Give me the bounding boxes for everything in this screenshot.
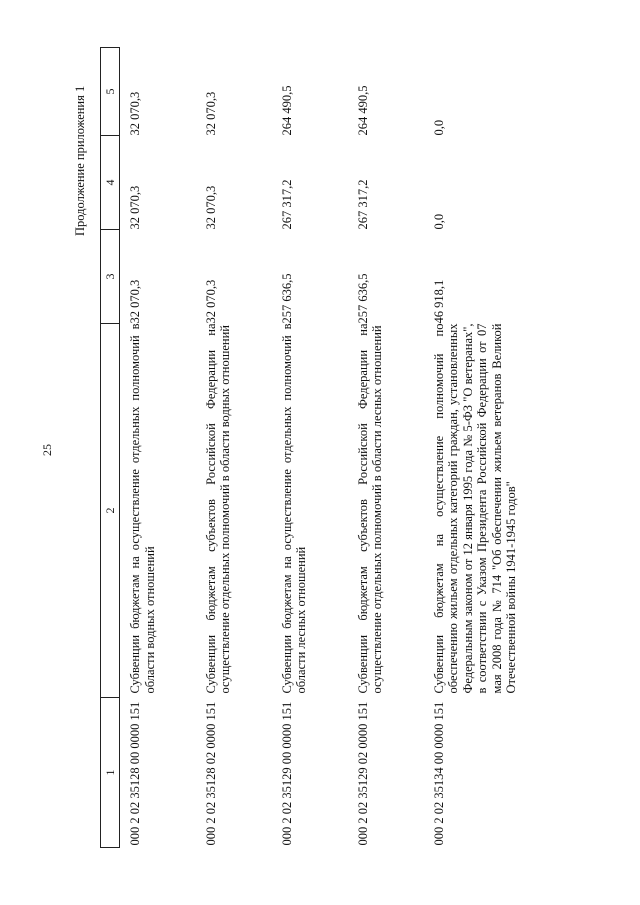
table-row — [272, 48, 348, 848]
row-code: 000 2 02 35129 02 0000 151 — [355, 701, 370, 846]
page-number: 25 — [40, 444, 54, 456]
row-code: 000 2 02 35128 00 0000 151 — [128, 701, 142, 846]
row-value-4: 32 070,3 — [203, 185, 218, 230]
continuation-label: Продолжение приложения 1 — [73, 85, 87, 236]
row-value-3: 257 636,5 — [279, 273, 294, 324]
row-value-4: 32 070,3 — [128, 185, 142, 230]
row-value-5: 0,0 — [431, 119, 446, 136]
row-value-4: 0,0 — [431, 213, 446, 230]
row-description: Субвенции бюджетам на осуществление полномочий по обеспечению жильем отдельных категорий граждан, установленных Федеральным законом от 12 января 1995 года № 5-ФЗ "О ветеранах", в соответствии с Указом Президента Российской Федерации от 07 мая 2008 года № 714 "Об обеспечении жильем ветеранов Великой Отечественной войны 1941-1945 годов" — [431, 323, 519, 694]
row-code: 000 2 02 35129 00 0000 151 — [279, 701, 294, 846]
table-row — [196, 48, 272, 848]
row-value-3: 32 070,3 — [203, 279, 218, 324]
table-body — [120, 48, 552, 848]
row-description: Субвенции бюджетам субъектов Российской Федерации на осуществление отдельных полномочий в области водных отношений — [203, 323, 233, 694]
row-code: 000 2 02 35134 00 0000 151 — [431, 701, 446, 846]
row-code: 000 2 02 35128 02 0000 151 — [203, 701, 218, 846]
row-value-3: 32 070,3 — [128, 279, 142, 324]
column-header-5: 5 — [101, 48, 120, 136]
rotated-table-wrapper — [100, 48, 560, 848]
table-row — [424, 48, 552, 848]
column-header-2: 2 — [101, 324, 120, 698]
row-value-5: 264 490,5 — [355, 85, 370, 136]
row-value-5: 264 490,5 — [279, 85, 294, 136]
column-header-4: 4 — [101, 136, 120, 230]
table-row — [348, 48, 424, 848]
revenue-table — [100, 47, 552, 848]
row-value-5: 32 070,3 — [128, 91, 142, 136]
row-value-3: 46 918,1 — [431, 279, 446, 324]
table-row — [120, 48, 196, 848]
row-description: Субвенции бюджетам на осуществление отдельных полномочий в области водных отношений — [128, 323, 157, 694]
column-header-3: 3 — [101, 230, 120, 324]
row-description: Субвенции бюджетам субъектов Российской Федерации на осуществление отдельных полномочий в области лесных отношений — [355, 323, 385, 694]
column-header-1: 1 — [101, 698, 120, 848]
table-header — [101, 48, 120, 848]
row-value-4: 267 317,2 — [355, 179, 370, 230]
row-value-4: 267 317,2 — [279, 179, 294, 230]
row-value-3: 257 636,5 — [355, 273, 370, 324]
row-description: Субвенции бюджетам на осуществление отдельных полномочий в области лесных отношений — [279, 323, 309, 694]
row-value-5: 32 070,3 — [203, 91, 218, 136]
